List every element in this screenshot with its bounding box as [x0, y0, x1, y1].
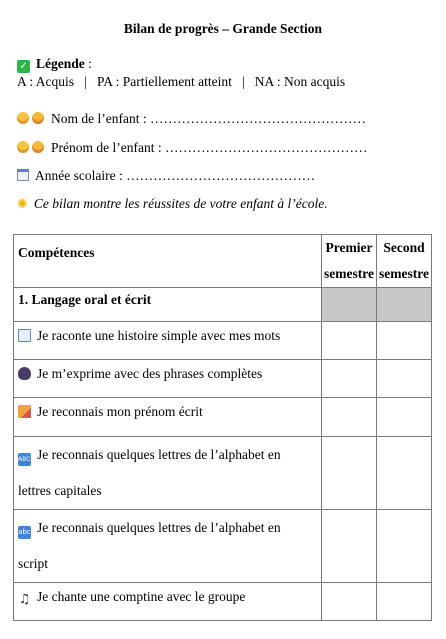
field-prenom-text: Prénom de l’enfant : ……………………………………… — [51, 140, 368, 155]
field-annee-text: Année scolaire : …………………………………… — [35, 168, 316, 183]
section-cell-second — [377, 288, 432, 322]
legend-line — [17, 56, 92, 73]
item-cell — [14, 510, 322, 583]
item-text: Je reconnais mon prénom écrit — [37, 404, 203, 419]
grade-cell-premier[interactable] — [322, 437, 377, 510]
item-cell — [14, 398, 322, 437]
header-premier-semestre: Premier semestre — [322, 235, 377, 288]
item-cell — [14, 322, 322, 360]
competences-table — [13, 234, 432, 621]
item-text: Je raconte une histoire simple avec mes mots — [37, 328, 281, 343]
item-text: Je m’exprime avec des phrases complètes — [37, 366, 263, 381]
grade-cell-premier[interactable] — [322, 510, 377, 583]
sparkle-sun-icon: ✺ — [17, 197, 28, 212]
table-row — [14, 322, 432, 360]
section-cell-premier — [322, 288, 377, 322]
document-title: Bilan de progrès – Grande Section — [123, 21, 323, 36]
legend-label: Légende — [36, 56, 85, 71]
grade-cell-second[interactable] — [377, 510, 432, 583]
section-row — [14, 288, 432, 322]
item-text-line2: script — [18, 556, 48, 571]
table-row — [14, 583, 432, 621]
grade-cell-premier[interactable] — [322, 360, 377, 398]
grade-cell-premier[interactable] — [322, 398, 377, 437]
field-nom-text: Nom de l’enfant : ………………………………………… — [51, 111, 366, 126]
note-line — [17, 196, 328, 212]
item-text: Je chante une comptine avec le groupe — [37, 589, 246, 604]
speaking-head-icon — [18, 367, 31, 380]
grade-cell-second[interactable] — [377, 360, 432, 398]
table-header-row — [14, 235, 432, 288]
item-cell — [14, 360, 322, 398]
girl-face-icon — [32, 112, 44, 124]
item-cell — [14, 437, 322, 510]
item-cell — [14, 583, 322, 621]
field-nom — [17, 111, 366, 127]
grade-cell-second[interactable] — [377, 322, 432, 360]
music-notes-icon: ♫ — [18, 592, 31, 607]
header-competences: Compétences — [14, 235, 322, 288]
boy-face-icon — [17, 112, 29, 124]
legend-colon: : — [84, 56, 92, 71]
item-text-line1: Je reconnais quelques lettres de l’alphabet en — [37, 447, 281, 462]
pencil-icon — [18, 405, 31, 418]
girl-face-icon — [32, 141, 44, 153]
field-prenom — [17, 140, 367, 156]
grade-cell-second[interactable] — [377, 437, 432, 510]
grade-cell-second[interactable] — [377, 398, 432, 437]
item-text-line1: Je reconnais quelques lettres de l’alphabet en — [37, 520, 281, 535]
item-text-line2: lettres capitales — [18, 483, 102, 498]
table-row — [14, 398, 432, 437]
check-mark-icon: ✓ — [17, 60, 30, 73]
note-text: Ce bilan montre les réussites de votre enfant à l’école. — [33, 196, 328, 211]
header-second-semestre: Second semestre — [377, 235, 432, 288]
boy-face-icon — [17, 141, 29, 153]
legend-text: A : Acquis | PA : Partiellement atteint | NA : Non acquis — [17, 74, 346, 89]
calendar-icon — [17, 169, 29, 181]
table-row — [14, 360, 432, 398]
abcd-icon: ABCD — [18, 453, 31, 466]
grade-cell-second[interactable] — [377, 583, 432, 621]
field-annee — [17, 168, 315, 184]
grade-cell-premier[interactable] — [322, 322, 377, 360]
grade-cell-premier[interactable] — [322, 583, 377, 621]
section-title: 1. Langage oral et écrit — [14, 288, 322, 322]
table-row — [14, 437, 432, 510]
book-icon — [18, 329, 31, 342]
abc-icon: abc — [18, 526, 31, 539]
table-row — [14, 510, 432, 583]
